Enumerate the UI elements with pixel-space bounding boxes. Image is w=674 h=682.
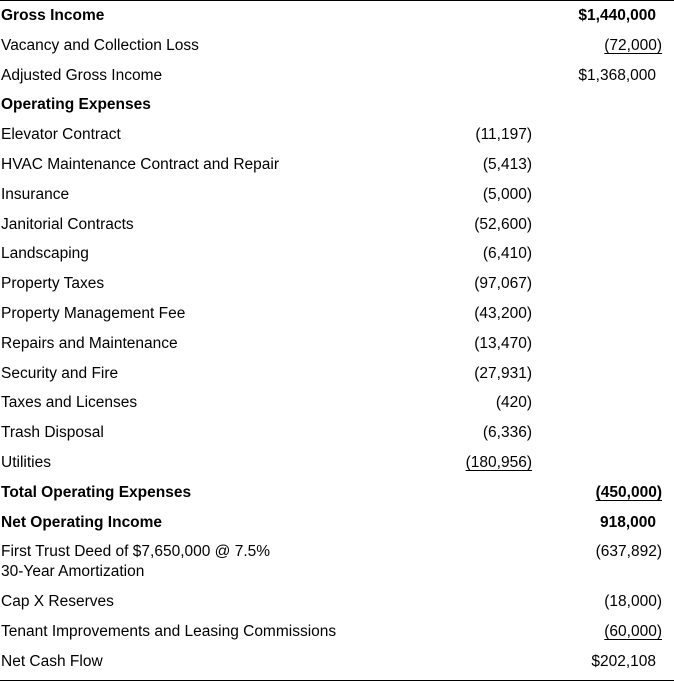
total-amount: (72,000) [604,36,662,54]
line-item-amount: (6,410) [482,245,532,263]
line-item-amount: (52,600) [474,215,532,233]
line-item-amount: (11,197) [475,126,532,144]
line-item-amount: (6,336) [482,424,532,442]
row-label: Trash Disposal [1,424,104,442]
line-item-amount: (420) [495,394,532,412]
row-label: Insurance [1,185,70,203]
bottom-rule [0,680,674,681]
statement-row [0,299,674,329]
row-label: Property Taxes [1,275,105,293]
statement-row [0,90,674,120]
statement-row [0,617,674,647]
line-item-amount: (27,931) [474,364,532,382]
row-label: Net Operating Income [1,513,163,531]
row-label: HVAC Maintenance Contract and Repair [1,156,279,173]
total-amount: $1,440,000 [578,7,656,24]
statement-row [0,239,674,269]
row-label: Utilities [1,454,51,471]
total-amount: (637,892) [595,543,662,561]
row-label: Operating Expenses [1,96,151,114]
row-label: Adjusted Gross Income [1,66,163,84]
total-amount: $202,108 [591,653,656,670]
row-label: Vacancy and Collection Loss [1,36,199,54]
line-item-amount: (5,000) [482,185,532,203]
line-item-amount: (43,200) [474,305,532,322]
line-item-amount: (13,470) [474,334,532,352]
row-label: Elevator Contract [1,126,121,144]
row-label: Repairs and Maintenance [1,334,178,352]
row-label: Security and Fire [1,364,119,382]
row-label: Landscaping [1,245,89,263]
statement-row [0,418,674,448]
statement-row [0,388,674,418]
statement-row [0,537,674,587]
statement-row [0,31,674,61]
row-label: Property Management Fee [1,305,186,322]
statement-row [0,61,674,91]
total-amount: $1,368,000 [578,66,656,84]
statement-row [0,210,674,240]
statement-row [0,329,674,359]
statement-row [0,1,674,31]
statement-row [0,180,674,210]
line-item-amount: (180,956) [465,454,532,471]
row-label: Cap X Reserves [1,593,114,611]
row-label: Gross Income [1,7,105,24]
row-label: Net Cash Flow [1,653,103,670]
statement-row [0,120,674,150]
total-amount: 918,000 [599,513,656,531]
line-item-amount: (97,067) [474,275,532,293]
statement-row [0,478,674,508]
statement-row [0,359,674,389]
total-amount: (18,000) [604,593,662,611]
total-amount: (450,000) [595,483,662,501]
statement-row [0,587,674,617]
row-label: First Trust Deed of $7,650,000 @ 7.5% 30-Year Amortization [1,543,271,581]
row-label: Total Operating Expenses [1,483,192,501]
total-amount: (60,000) [604,623,662,641]
row-label: Taxes and Licenses [1,394,138,412]
statement-row [0,150,674,180]
row-label: Janitorial Contracts [1,215,134,233]
statement-row [0,269,674,299]
line-item-amount: (5,413) [482,156,532,173]
row-label: Tenant Improvements and Leasing Commissions [1,623,337,641]
statement-row [0,508,674,538]
statement-row [0,647,674,677]
statement-row [0,448,674,478]
